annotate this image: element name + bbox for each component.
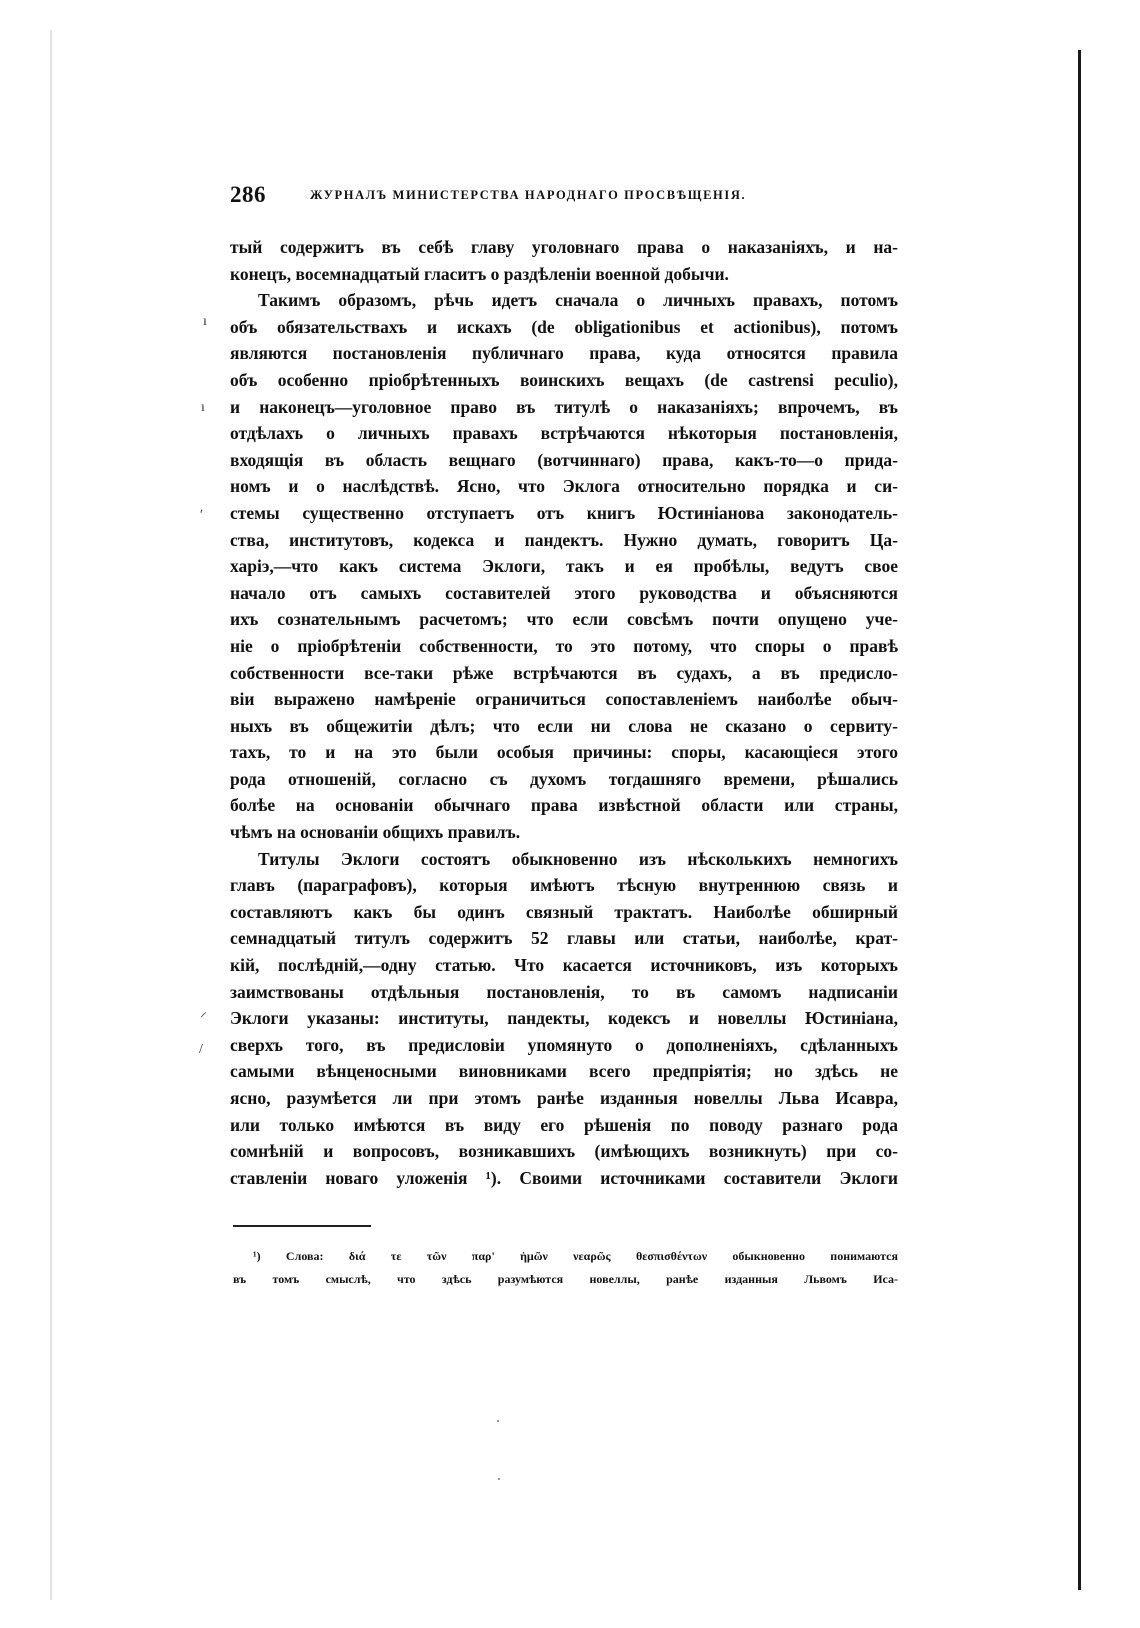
text-line: болѣе на основаніи обычнаго права извѣстной области или страны, (230, 795, 898, 816)
margin-mark: / (199, 1042, 203, 1057)
page-number: 286 (230, 182, 266, 207)
scan-edge-right (1078, 50, 1081, 1590)
text-line: сомнѣній и вопросовъ, возникавшихъ (имѣющихъ возникнуть) при со- (230, 1141, 898, 1162)
text-line: Эклоги указаны: институты, пандекты, кодексъ и новеллы Юстиніана, (230, 1008, 898, 1029)
scan-speck (497, 1420, 499, 1422)
text-line: віи выражено намѣреніе ограничиться сопоставленіемъ наиболѣе обыч- (230, 689, 898, 710)
footnote-line: ¹) Слова: διά τε τῶν παρ' ἡμῶν νεαρῶς θεσπισθέντων обыкновенно понимаются (253, 1249, 898, 1263)
page-header (230, 182, 930, 216)
scan-speck (498, 1478, 500, 1480)
text-line: ства, институтовъ, кодекса и пандектъ. Нужно думать, говоритъ Ца- (230, 529, 898, 550)
text-line: конецъ, восемнадцатый гласитъ о раздѣленіи военной добычи. (230, 263, 729, 284)
text-line: стемы существенно отступаетъ отъ книгъ Юстиніанова законодатель- (230, 502, 898, 523)
text-line: заимствованы отдѣльныя постановленія, то въ самомъ надписаніи (230, 981, 898, 1002)
text-line: Такимъ образомъ, рѣчь идетъ сначала о личныхъ правахъ, потомъ (258, 290, 898, 311)
margin-mark: ʹ (200, 508, 204, 523)
text-line: харіэ,—что какъ система Эклоги, такъ и ея пробѣлы, ведутъ свое (230, 556, 898, 577)
scan-edge-left (50, 30, 52, 1600)
footnote (233, 1245, 898, 1291)
margin-mark: ı (203, 314, 207, 329)
text-line: рода отношеній, согласно съ духомъ тогдашняго времени, рѣшались (230, 768, 898, 789)
text-line: являются постановленія публичнаго права, куда относятся правила (230, 343, 898, 364)
text-line: ныхъ въ общежитіи дѣлъ; что если ни слова не сказано о сервиту- (230, 715, 898, 736)
text-line: составляютъ какъ бы одинъ связный трактатъ. Наиболѣе обширный (230, 901, 898, 922)
text-line: семнадцатый титулъ содержитъ 52 главы или статьи, наиболѣе, крат- (230, 928, 898, 949)
footnote-rule (233, 1225, 371, 1227)
text-line: ставленіи новаго уложенія ¹). Своими источниками составители Эклоги (230, 1167, 898, 1188)
text-line: входящія въ область вещнаго (вотчиннаго) права, какъ-то—о прида- (230, 449, 898, 470)
text-line: чѣмъ на основаніи общихъ правилъ. (230, 822, 521, 843)
text-line: ясно, разумѣется ли при этомъ ранѣе изданныя новеллы Льва Исавра, (230, 1088, 898, 1108)
text-line: сверхъ того, въ предисловіи упомянуто о дополненіяхъ, сдѣланныхъ (230, 1034, 898, 1055)
margin-mark: ⸍ (200, 1011, 207, 1026)
text-line: и наконецъ—уголовное право въ титулѣ о наказаніяхъ; впрочемъ, въ (230, 396, 898, 417)
body-text (230, 234, 898, 1191)
text-line: отдѣлахъ о личныхъ правахъ встрѣчаются нѣкоторыя постановленія, (230, 423, 898, 444)
text-line: ніе о пріобрѣтеніи собственности, то это потому, что споры о правѣ (230, 635, 898, 656)
text-line: тый содержитъ въ себѣ главу уголовнаго права о наказаніяхъ, и на- (230, 237, 898, 257)
text-line: номъ и о наслѣдствѣ. Ясно, что Эклога относительно порядка и си- (230, 476, 898, 497)
text-line: ихъ сознательнымъ расчетомъ; что если совсѣмъ почти опущено уче- (230, 609, 898, 630)
text-line: начало отъ самыхъ составителей этого руководства и объясняются (230, 582, 898, 603)
text-line: объ обязательствахъ и искахъ (de obligationibus et actionibus), потомъ (230, 316, 898, 337)
text-line: объ особенно пріобрѣтенныхъ воинскихъ вещахъ (de castrensi peculio), (230, 369, 898, 390)
text-line: самыми вѣнценосными виновниками всего предпріятія; но здѣсь не (230, 1061, 898, 1082)
text-line: Титулы Эклоги состоятъ обыкновенно изъ нѣсколькихъ немногихъ (258, 848, 898, 869)
text-line: тахъ, то и на это были особыя причины: споры, касающіеся этого (230, 742, 898, 763)
text-line: или только имѣются въ виду его рѣшенія по поводу разнаго рода (230, 1114, 898, 1135)
text-line: собственности все-таки рѣже встрѣчаются въ судахъ, а въ предисло- (230, 662, 898, 683)
margin-mark: ı (201, 400, 205, 415)
text-line: главъ (параграфовъ), которыя имѣютъ тѣсную внутреннюю связь и (230, 875, 898, 896)
footnote-line: въ томъ смыслѣ, что здѣсь разумѣются новеллы, ранѣе изданныя Львомъ Иса- (233, 1272, 898, 1286)
text-line: кій, послѣдній,—одну статью. Что касается источниковъ, изъ которыхъ (230, 955, 898, 976)
running-head: ЖУРНАЛЪ МИНИСТЕРСТВА НАРОДНАГО ПРОСВѢЩЕНІЯ. (310, 188, 747, 202)
